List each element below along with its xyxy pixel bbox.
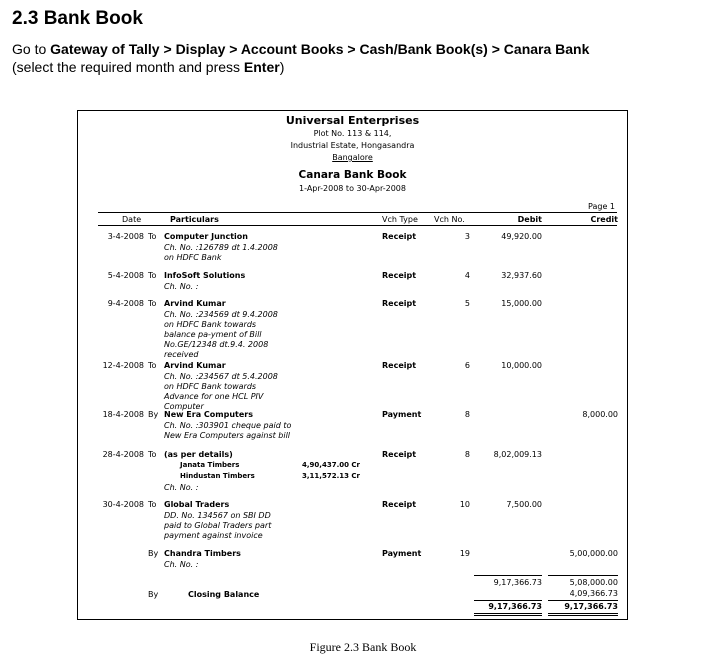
entry-narration: Ch. No. : [164, 282, 199, 291]
debit-subtotal: 9,17,366.73 [493, 578, 542, 587]
header-top-rule [98, 212, 617, 213]
path-separator: > [159, 41, 176, 57]
column-header-particulars: Particulars [170, 215, 219, 224]
entry-vch-type: Receipt [382, 450, 417, 459]
entry-date: 18-4-2008 [102, 410, 144, 419]
entry-narration: Ch. No. :234567 dt 5.4.2008 on HDFC Bank towards Advance for one HCL PIV Computer [164, 372, 278, 411]
instruction-text [12, 40, 722, 76]
credit-total-top-rule [548, 600, 618, 601]
debit-total-top-rule [474, 600, 542, 601]
company-name: Universal Enterprises [285, 114, 420, 127]
entry-vch-type: Receipt [382, 232, 417, 241]
entry-vch-type: Receipt [382, 299, 417, 308]
company-address-line1: Plot No. 113 & 114, [313, 129, 392, 138]
column-header-vch-no: Vch No. [434, 215, 465, 224]
credit-subtotal: 5,08,000.00 [569, 578, 618, 587]
report-title: Canara Bank Book [298, 169, 407, 181]
entry-date: 3-4-2008 [107, 232, 144, 241]
closing-to-by: By [148, 590, 159, 599]
report-period: 1-Apr-2008 to 30-Apr-2008 [299, 184, 406, 193]
entry-party: Chandra Timbers [164, 549, 241, 558]
enter-key-label: Enter [243, 59, 280, 75]
entry-debit: 49,920.00 [501, 232, 542, 241]
entry-vch-no: 10 [459, 500, 470, 509]
credit-total: 9,17,366.73 [564, 602, 618, 611]
instruction-line-2 [12, 58, 722, 76]
entry-vch-type: Receipt [382, 500, 417, 509]
entry-party: Global Traders [164, 500, 230, 509]
section-heading: 2.3 Bank Book [12, 8, 143, 29]
path-separator: > [225, 41, 241, 57]
closing-balance-label: Closing Balance [188, 590, 260, 599]
entry-to-by: By [148, 410, 159, 419]
entry-to-by: By [148, 549, 159, 558]
column-header-vch-type: Vch Type [382, 215, 418, 224]
entry-narration: Ch. No. : [164, 560, 199, 569]
instruction-prefix: Go to [12, 41, 51, 57]
entry-vch-type: Payment [382, 549, 422, 558]
entry-narration: Ch. No. : [164, 483, 199, 492]
path-step-2: Display [175, 41, 226, 57]
entry-party: New Era Computers [164, 410, 253, 419]
entry-to-by: To [148, 232, 157, 241]
entry-to-by: To [148, 500, 157, 509]
entry-vch-type: Receipt [382, 361, 417, 370]
entry-narration: Ch. No. :303901 cheque paid to New Era Computers against bill [164, 421, 292, 440]
entry-debit: 8,02,009.13 [493, 450, 542, 459]
entry-vch-no: 5 [464, 299, 470, 308]
header-bottom-rule [98, 225, 617, 226]
column-header-credit: Credit [590, 215, 618, 224]
path-step-1: Gateway of Tally [50, 41, 160, 57]
entry-party: Arvind Kumar [164, 361, 226, 370]
detail-party-name: Hindustan Timbers [180, 472, 255, 480]
entry-debit: 10,000.00 [501, 361, 542, 370]
bank-book-report [77, 110, 628, 620]
debit-total: 9,17,366.73 [488, 602, 542, 611]
entry-narration: Ch. No. :126789 dt 1.4.2008 on HDFC Bank [164, 243, 278, 262]
detail-party-amount: 4,90,437.00 Cr [302, 461, 360, 469]
instruction-line2-suffix: ) [279, 59, 285, 75]
entry-vch-no: 3 [464, 232, 470, 241]
company-address-line3 [78, 153, 627, 162]
entry-vch-no: 19 [459, 549, 470, 558]
entry-vch-type: Receipt [382, 271, 417, 280]
column-header-date: Date [122, 215, 142, 224]
entry-date: 5-4-2008 [107, 271, 144, 280]
path-step-3: Account Books [240, 41, 344, 57]
path-separator: > [487, 41, 504, 57]
entry-date: 30-4-2008 [102, 500, 144, 509]
entry-debit: 7,500.00 [506, 500, 542, 509]
entry-debit: 15,000.00 [501, 299, 542, 308]
entry-vch-type: Payment [382, 410, 422, 419]
entry-narration: Ch. No. :234569 dt 9.4.2008 on HDFC Bank towards balance pa-yment of Bill No.GE/12348 dt.9.4. 2008 received [164, 310, 278, 359]
path-step-4: Cash/Bank Book(s) [359, 41, 488, 57]
detail-party-amount: 3,11,572.13 Cr [302, 472, 360, 480]
entry-credit: 5,00,000.00 [569, 549, 618, 558]
entry-date: 12-4-2008 [102, 361, 144, 370]
entry-date: 9-4-2008 [107, 299, 144, 308]
debit-subtotal-rule [474, 575, 542, 576]
instruction-line2-prefix: (select the required month and press [12, 59, 244, 75]
entry-vch-no: 4 [464, 271, 470, 280]
debit-total-bottom-rule [474, 613, 542, 616]
entry-to-by: To [148, 299, 157, 308]
entry-party: Computer Junction [164, 232, 248, 241]
entry-credit: 8,000.00 [582, 410, 618, 419]
entry-debit: 32,937.60 [501, 271, 542, 280]
closing-balance-credit: 4,09,366.73 [569, 589, 618, 598]
entry-vch-no: 6 [464, 361, 470, 370]
page-number: Page 1 [588, 202, 615, 211]
company-city: Bangalore [332, 153, 373, 162]
entry-party: (as per details) [164, 450, 233, 459]
entry-to-by: To [148, 361, 157, 370]
credit-subtotal-rule [548, 575, 618, 576]
entry-party: InfoSoft Solutions [164, 271, 246, 280]
path-separator: > [343, 41, 360, 57]
entry-to-by: To [148, 450, 157, 459]
entry-party: Arvind Kumar [164, 299, 226, 308]
column-header-debit: Debit [517, 215, 542, 224]
detail-party-name: Janata Timbers [180, 461, 240, 469]
entry-date: 28-4-2008 [102, 450, 144, 459]
entry-vch-no: 8 [464, 450, 470, 459]
figure-caption: Figure 2.3 Bank Book [309, 640, 417, 654]
company-address-line2: Industrial Estate, Hongasandra [290, 141, 415, 150]
entry-vch-no: 8 [464, 410, 470, 419]
instruction-line-1 [12, 40, 722, 58]
entry-to-by: To [148, 271, 157, 280]
credit-total-bottom-rule [548, 613, 618, 616]
path-step-5: Canara Bank [503, 41, 590, 57]
entry-narration: DD. No. 134567 on SBI DD paid to Global Traders part payment against invoice [164, 511, 272, 540]
